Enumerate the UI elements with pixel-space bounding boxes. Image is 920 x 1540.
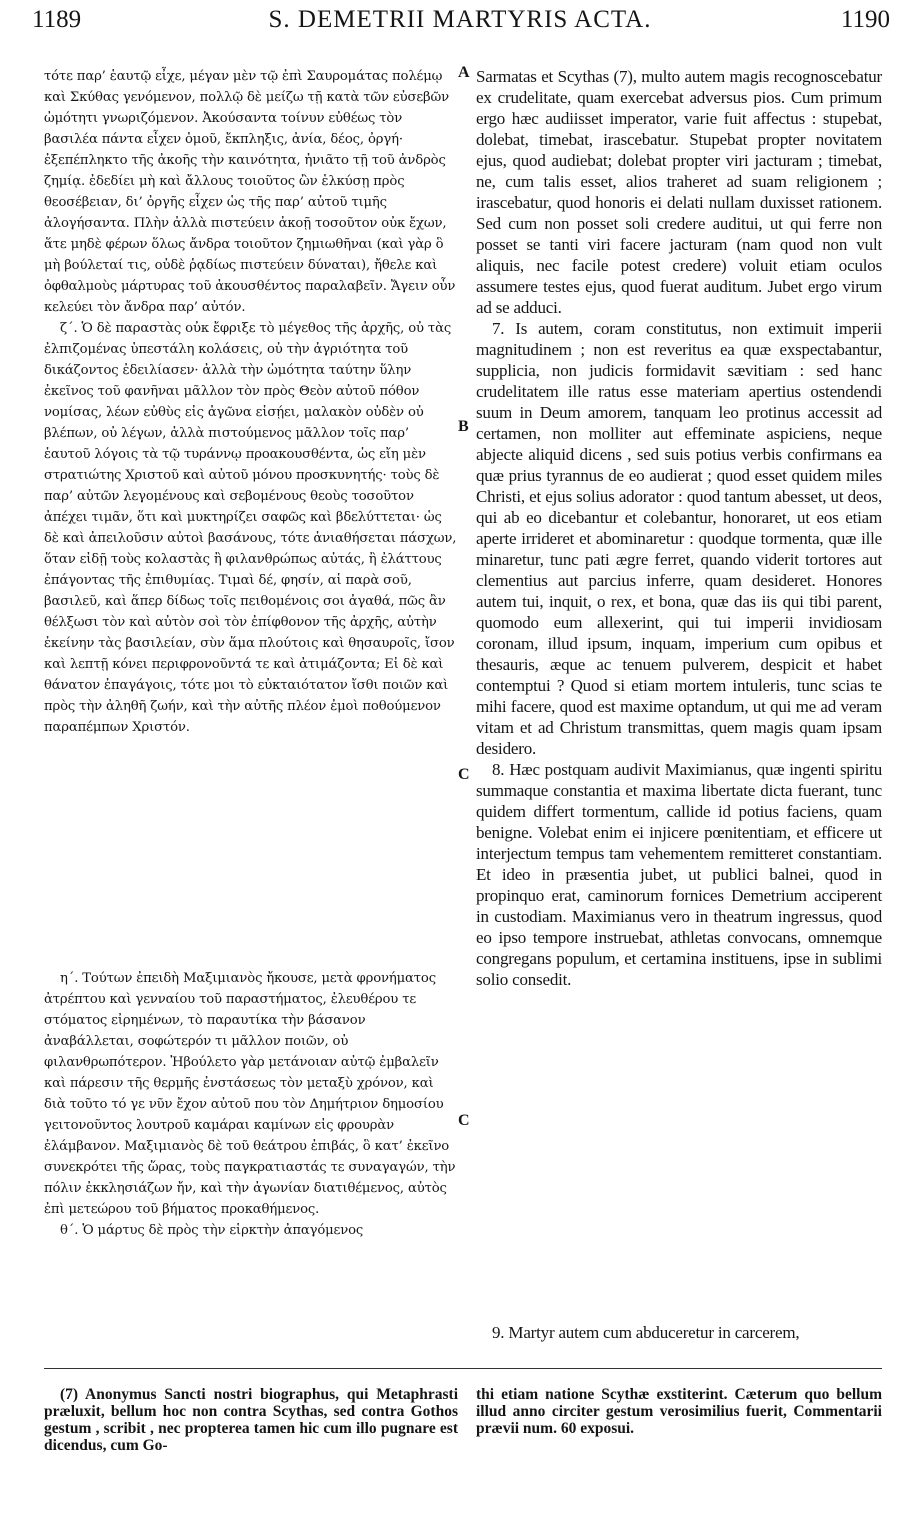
page-number-left: 1189	[32, 6, 82, 33]
latin-column-upper	[476, 66, 882, 990]
greek-paragraph-7: ζ΄. Ὁ δὲ παραστὰς οὐκ ἔφριξε τὸ μέγεθος τῆς ἀρχῆς, οὐ τὰς ἐλπιζομένας ὑπεστάλη κολάσεις, οὐ τὴν ἀγριότητα τοῦ δικάζοντος ἐδειλίασεν· ἀλλὰ τὴν ὠμότητα ταύτην ὕλην ἐκεῖνος τοῦ φανῆναι μᾶλλον τὸν πρὸς Θεὸν αὐτοῦ πόθον νομίσας, λέων εὐθὺς εἰς ἀγῶνα εἰσῄει, μαλακὸν οὐδὲν οὐ βλέπων, οὐ λέγων, ἀλλὰ πιστούμενος μᾶλλον τοῖς παρ’ ἑαυτοῦ λόγοις τὰ τῷ τυράννῳ προακουσθέντα, ὡς εἴη μὲν στρατιώτης Χριστοῦ καὶ αὐτοῦ μόνου προσκυνητής· τοὺς δὲ παρ’ αὐτῶν λεγομένους καὶ σεβομένους θεοὺς τοσοῦτον ἀπέχει τιμᾶν, ὅτι καὶ μυκτηρίζει σαφῶς καὶ βδελύττεται· ὡς δὲ καὶ ἀπειλοῦσιν αὐτοὶ βασάνους, τότε ἀνιαθήσεται πάσχων, ὅταν εἰδῇ τοὺς κολαστὰς ἢ φιλανθρώπως αὐτάς, ἢ ἐλάττους ἐπάγοντας τῆς ἐπιθυμίας. Τιμαὶ δέ, φησίν, αἱ παρὰ σοῦ, βασιλεῦ, καὶ ἅπερ δίδως τοῖς πειθομένοις σοι ἀγαθά, πῶς ἂν θέλξωσι τὸν καὶ αὐτὸν σοὶ τὸν ἐπίφθονον τῆς ἀρχῆς, αὐτὴν ἐκείνην τὰς βασιλείαν, σὺν ἅμα πλούτοις καὶ θησαυροῖς, ἴσον καὶ λεπτῇ κόνει περιφρονοῦντά τε καὶ ἀτιμάζοντα; Εἰ δὲ καὶ θάνατον ἐπαγάγοις, τότε μοι τὸ εὐκταιότατον ἴσθι ποιῶν καὶ πρὸς τὴν ἀληθῆ ζωήν, καὶ τὴν αὐτῆς πλέον ἐμοὶ ποθούμενον παραπέμπων Χριστόν.	[44, 321, 457, 735]
latin-paragraph-8: 8. Hæc postquam audivit Maximianus, quæ ingenti spiritu summaque constantia et maxima libertate dicta fuerant, tunc quidem differt tormentum, callide id potius faciens, quam benigne. Volebat enim ei injicere pœnitentiam, et efficere ut interjectum tempus tam vehementem remitteret constantiam. Et ideo in præsentia jubet, ut publici balnei, quod in propinquo erat, caminorum fornices Demetrium acciperent in custodiam. Maximianus vero in theatrum ingressus, quod eo ipso tempore instruebat, athletas convocans, omnemque congregans populum, et certamina instituens, ipse in sublimi solio consedit.	[476, 760, 882, 989]
margin-mark-c: C	[458, 766, 470, 783]
margin-mark-c-second: C	[458, 1112, 470, 1129]
latin-paragraph: Sarmatas et Scythas (7), multo autem magis recognoscebatur ex crudelitate, quam exercebat adversus pios. Cum primum ergo hæc audiisset imperator, varie fuit affectus : stupebat, dolebat, timebat, irascebatur. Stupebat propter novitatem ejus, quod audiebat; dolebat propter viri jacturam ; timebat, ne, cum talis esset, alios traheret ad suam religionem ; irascebatur, quod honoris ei delati nullam duxisset rationem. Sed cum non posset soli credere auditui, ut qui ferre non posset se tanti viri facere jacturam (nam quod non vult aliquis, nec facile potest credere) voluit etiam oculos assumere testes ejus, quod fuerat auditum. Jubet ergo virum ad se adduci.	[476, 67, 882, 317]
greek-paragraph-9: θ΄. Ὁ μάρτυς δὲ πρὸς τὴν εἱρκτὴν ἀπαγόμενος	[60, 1223, 364, 1238]
footnote-rule	[44, 1368, 882, 1369]
running-title: S. DEMETRII MARTYRIS ACTA.	[268, 6, 652, 33]
greek-paragraph-8: η΄. Τούτων ἐπειδὴ Μαξιμιανὸς ἤκουσε, μετὰ φρονήματος ἀτρέπτου καὶ γενναίου τοῦ παραστήματος, ἐλευθέρου τε στόματος εἰρημένων, τὸ παραυτίκα τὴν βάσανον ἀναβάλλεται, σοφώτερόν τι μᾶλλον ποιῶν, οὐ φιλανθρωπότερον. Ἠβούλετο γὰρ μετάνοιαν αὐτῷ ἐμβαλεῖν καὶ πάρεσιν τῆς θερμῆς ἐνστάσεως τὸν μεταξὺ χρόνον, καὶ διὰ τοῦτο τό γε νῦν ἔχον αὐτοῦ που τὸν Δημήτριον δημοσίου γειτονοῦντος λουτροῦ καμάραι καμίνων εἰς φρουρὰν ἐλάμβανον. Μαξιμιανὸς δὲ τοῦ θεάτρου ἐπιβάς, ὃ κατ’ ἐκεῖνο συνεκρότει τῆς ὥρας, τοὺς παγκρατιαστάς τε συναγαγών, τὴν πόλιν ἐκκλησιάζων ἤν, καὶ τὴν ἀγωνίαν διατιθέμενος, αὐτὸς ἐπὶ μετεώρου τοῦ βήματος προκαθήμενος.	[44, 971, 456, 1217]
page-number-right: 1190	[840, 6, 890, 33]
margin-mark-a: A	[458, 64, 470, 81]
margin-mark-b: B	[458, 418, 469, 435]
running-header	[28, 6, 892, 40]
greek-column-lower	[44, 968, 458, 1241]
greek-column-upper	[44, 66, 458, 738]
footnote-7-left: (7) Anonymus Sancti nostri biographus, qui Metaphrasti præluxit, bellum hoc non contra Scythas, sed contra Gothos gestum , scribit , nec propterea tamen hic cum illo pugnare est dicendus, cum Go-	[44, 1386, 458, 1454]
latin-paragraph-7: 7. Is autem, coram constitutus, non extimuit imperii magnitudinem ; non est reveritus ea quæ exspectabantur, supplicia, non judicis formidavit sævitiam : sed hanc crudelitatem ille ratus esse materiam apertius ostendendi suum in Deum amorem, tanquam leo protinus accessit ad certamen, non molliter aut effeminate aspiciens, neque abjecte aliquid dicens , sed suis potius verbis confirmans ea quæ prius tyrannus de eo audierat ; quod esset quidem miles Christi, et ejus solius adorator : quod tantum abesset, ut deos, qui ab eo dicebantur et colebantur, honoraret, ut eos etiam aperte irrideret et abominaretur : quodque tormenta, quæ ille minaretur, tunc pati ægre ferret, quando viderit tortores aut clementius aut parcius inferre, quam desideret. Honores autem tui, inquit, o rex, et bona, quæ das iis qui tibi parent, quomodo eum allexerint, qui tui imperii invidiosam coronam, illud ipsum, inquam, imperium cum opibus et thesauris, æque ac tenuem pulverem, despicit et habet contemptui ? Quod si etiam mortem intuleris, tunc scias te mihi facere, quod est maxime optandum, ut qui me ad veram vitam et ad Christum transmittas, quem magis quam ipsam desidero.	[476, 319, 882, 758]
latin-paragraph-9: 9. Martyr autem cum abduceretur in carcerem,	[492, 1323, 800, 1342]
greek-paragraph: τότε παρ’ ἑαυτῷ εἶχε, μέγαν μὲν τῷ ἐπὶ Σαυρομάτας πολέμῳ καὶ Σκύθας γενόμενον, πολλῷ δὲ μείζω τῇ κατὰ τῶν εὐσεβῶν ὠμότητι γνωριζόμενον. Ἀκούσαντα τοίνυν εὐθέως τὸν βασιλέα πάντα εἶχεν ὁμοῦ, ἔκπληξις, ἀνία, δέος, ὀργή· ἐξεπέπληκτο τῆς ἀκοῆς τὴν καινότητα, ἠνιᾶτο τῇ τοῦ ἀνδρὸς ζημίᾳ. ἐδεδίει μὴ καὶ ἄλλους τοιοῦτος ὢν ἑλκύσῃ πρὸς θεοσέβειαν, δι’ ὀργῆς εἶχεν ὡς τῆς παρ’ αὐτοῦ τιμῆς ἀλογήσαντα. Πλὴν ἀλλὰ πιστεύειν ἀκοῇ τοσοῦτον οὐκ ἔχων, ἅτε μηδὲ φέρων ὅλως ἄνδρα τοιοῦτον ζημιωθῆναι (καὶ γὰρ ὃ μὴ βούλεταί τις, οὐδὲ ῥᾳδίως πιστεύειν δύναται), ἤθελε καὶ ὀφθαλμοὺς μάρτυρας τοῦ ἀκουσθέντος παραλαβεῖν. Ἄγειν οὖν κελεύει τὸν ἄνδρα παρ’ αὐτόν.	[44, 69, 456, 315]
latin-column-lower	[476, 1322, 882, 1343]
footnote-7-right: thi etiam natione Scythæ exstiterint. Cæterum quo bellum illud anno circiter gestum verosimilius fuerit, Commentarii prævii num. 60 exposui.	[476, 1386, 882, 1437]
